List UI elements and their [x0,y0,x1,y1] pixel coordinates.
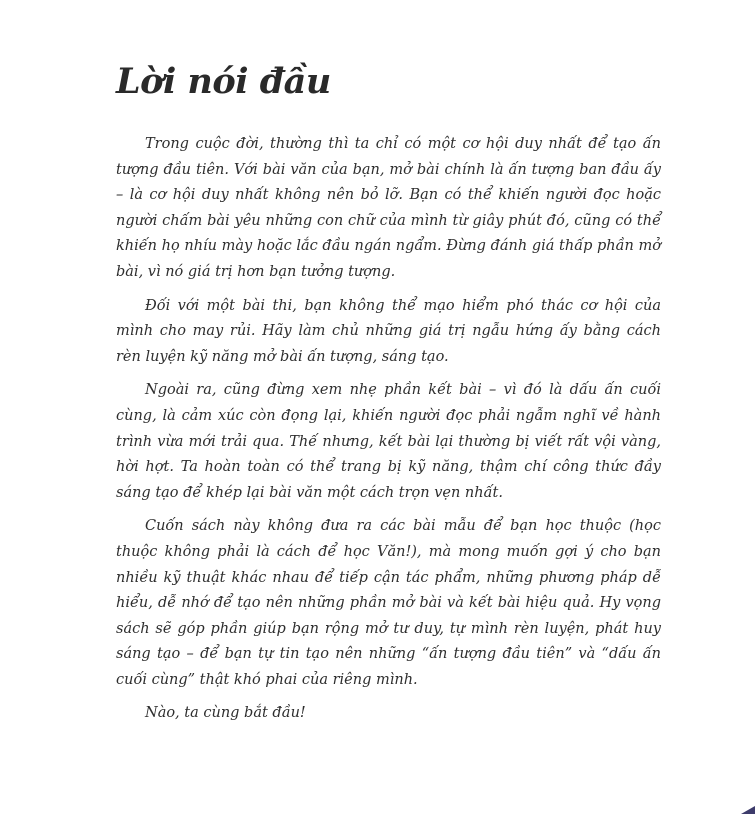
corner-accent-mark [741,806,755,814]
paragraph-1: Trong cuộc đời, thường thì ta chỉ có một cơ hội duy nhất để tạo ấn tượng đầu tiên. Với bài văn của bạn, mở bài chính là ấn tượng ban đầu ấy – là cơ hội duy nhất không nên bỏ lỡ. Bạn có thể khiến người đọc hoặc người chấm bài yêu những con chữ của mình từ giây phút đó, cũng có thể khiến họ nhíu mày hoặc lắc đầu ngán ngẩm. Đừng đánh giá thấp phần mở bài, vì nó giá trị hơn bạn tưởng tượng. [116,136,661,280]
paragraph-5: Nào, ta cùng bắt đầu! [145,705,306,722]
preface-body [116,132,661,735]
paragraph-4: Cuốn sách này không đưa ra các bài mẫu để bạn học thuộc (học thuộc không phải là cách để học Văn!), mà mong muốn gợi ý cho bạn nhiều kỹ thuật khác nhau để tiếp cận tác phẩm, những phương pháp dễ hiểu, dễ nhớ để tạo nên những phần mở bài và kết bài hiệu quả. Hy vọng sách sẽ góp phần giúp bạn rộng mở tư duy, tự mình rèn luyện, phát huy sáng tạo – để bạn tự tin tạo nên những “ấn tượng đầu tiên” và “dấu ấn cuối cùng” thật khó phai của riêng mình. [116,518,661,688]
paragraph-2: Đối với một bài thi, bạn không thể mạo hiểm phó thác cơ hội của mình cho may rủi. Hãy làm chủ những giá trị ngẫu hứng ấy bằng cách rèn luyện kỹ năng mở bài ấn tượng, sáng tạo. [116,297,661,365]
paragraph-3: Ngoài ra, cũng đừng xem nhẹ phần kết bài – vì đó là dấu ấn cuối cùng, là cảm xúc còn đọng lại, khiến người đọc phải ngẫm nghĩ về hành trình vừa mới trải qua. Thế nhưng, kết bài lại thường bị viết rất vội vàng, hời hợt. Ta hoàn toàn có thể trang bị kỹ năng, thậm chí công thức đầy sáng tạo để khép lại bài văn một cách trọn vẹn nhất. [116,382,661,501]
page-title: Lời nói đầu [116,61,331,102]
